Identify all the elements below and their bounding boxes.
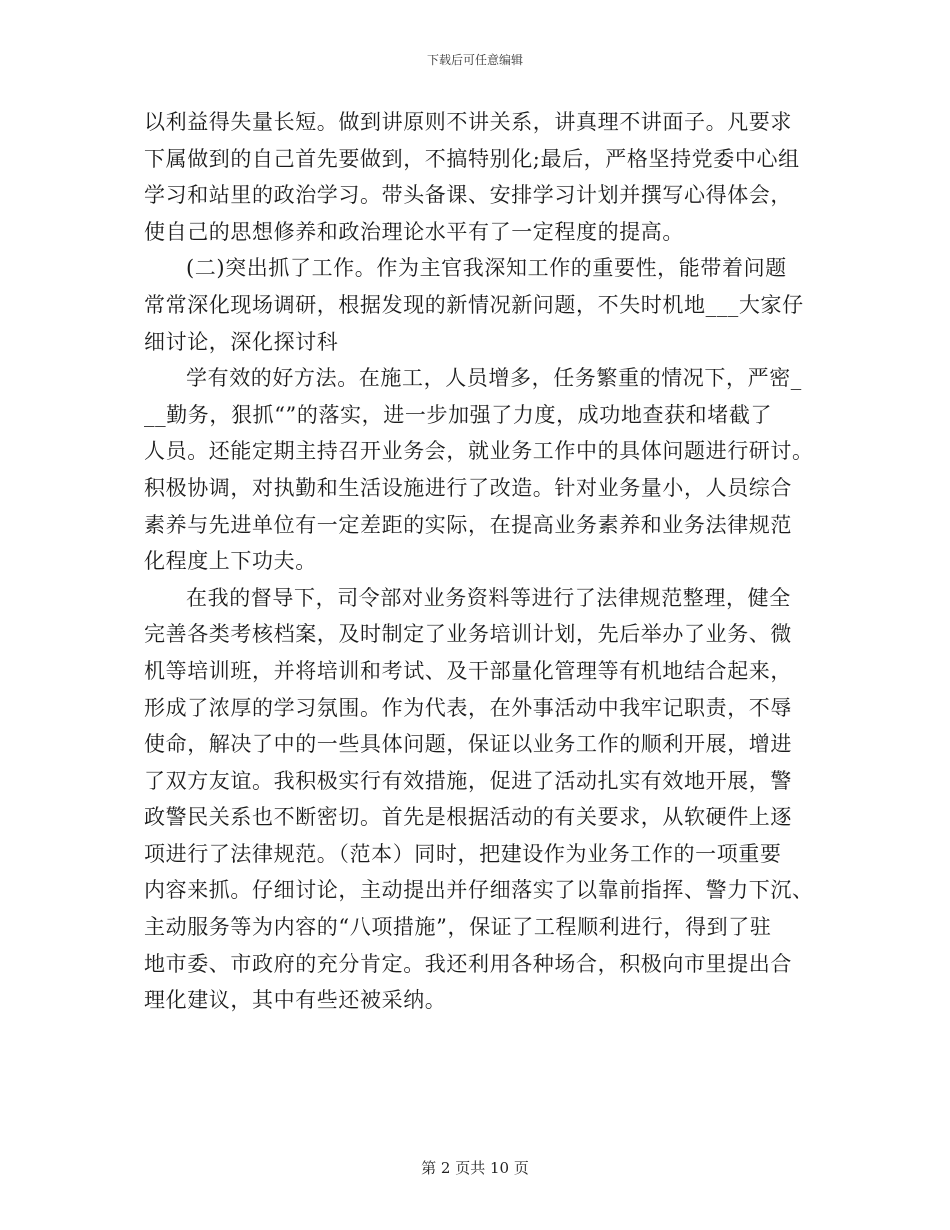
paragraph-4	[144, 580, 814, 1019]
text-line: 使命，解决了中的一些具体问题，保证以业务工作的顺利开展，增进	[144, 732, 792, 757]
text-line: 人员。还能定期主持召开业务会，就业务工作中的具体问题进行研讨。	[144, 439, 814, 464]
text-line: 项进行了法律规范。（范本）同时，把建设作为业务工作的一项重要	[144, 841, 782, 866]
text-line: 使自己的思想修养和政治理论水平有了一定程度的提高。	[144, 219, 684, 244]
document-body	[144, 104, 814, 1019]
text-line: 形成了浓厚的学习氛围。作为代表，在外事活动中我牢记职责，不辱	[144, 695, 792, 720]
text-line: 素养与先进单位有一定差距的实际，在提高业务素养和业务法律规范	[144, 512, 792, 537]
paragraph-3	[144, 360, 814, 580]
text-line: 积极协调，对执勤和生活设施进行了改造。针对业务量小，人员综合	[144, 475, 792, 500]
text-line: 在我的督导下，司令部对业务资料等进行了法律规范整理，健全	[186, 585, 791, 610]
text-line: __勤务，狠抓“”的落实，进一步加强了力度，成功地查获和堵截了	[144, 402, 773, 427]
text-line: 了双方友谊。我积极实行有效措施，促进了活动扎实有效地开展，警	[144, 768, 792, 793]
text-line: 主动服务等为内容的“八项措施”，保证了工程顺利进行，得到了驻	[144, 915, 772, 940]
text-line: 以利益得失量长短。做到讲原则不讲关系，讲真理不讲面子。凡要求	[144, 110, 792, 134]
text-line: (二)突出抓了工作。作为主官我深知工作的重要性，能带着问题	[186, 256, 787, 281]
text-line: 学有效的好方法。在施工，人员增多，任务繁重的情况下，严密_	[186, 366, 802, 391]
text-line: 化程度上下功夫。	[144, 549, 317, 574]
text-line: 完善各类考核档案，及时制定了业务培训计划，先后举办了业务、微	[144, 622, 792, 647]
text-line: 细讨论，深化探讨科	[144, 329, 339, 354]
page-number-footer: 第 2 页共 10 页	[421, 1159, 529, 1177]
text-line: 理化建议，其中有些还被采纳。	[144, 988, 447, 1013]
text-line: 常常深化现场调研，根据发现的新情况新问题，不失时机地___大家仔	[144, 292, 804, 317]
text-line: 政警民关系也不断密切。首先是根据活动的有关要求，从软硬件上逐	[144, 805, 792, 830]
text-line: 下属做到的自己首先要做到，不搞特别化;最后，严格坚持党委中心组	[144, 146, 800, 171]
paragraph-1	[144, 104, 808, 250]
text-line: 内容来抓。仔细讨论，主动提出并仔细落实了以靠前指挥、警力下沉、	[144, 878, 814, 903]
text-line: 地市委、市政府的充分肯定。我还利用各种场合，积极向市里提出合	[144, 951, 792, 976]
text-line: 机等培训班，并将培训和考试、及干部量化管理等有机地结合起来，	[144, 658, 792, 683]
paragraph-2	[144, 250, 808, 360]
page-header: 下载后可任意编辑	[426, 53, 523, 67]
text-line: 学习和站里的政治学习。带头备课、安排学习计划并撰写心得体会，	[144, 183, 792, 208]
